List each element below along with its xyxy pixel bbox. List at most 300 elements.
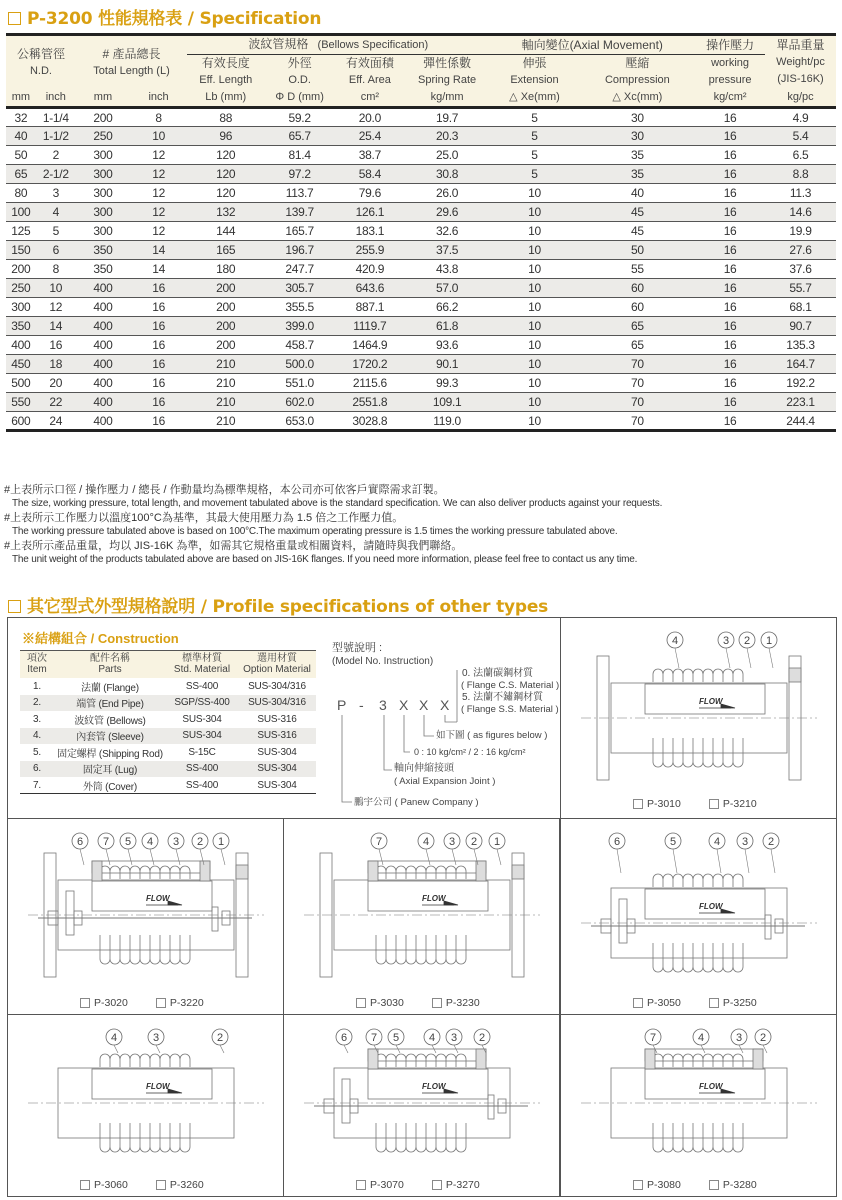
table-cell: 10	[528, 186, 541, 200]
table-cell: 223.1	[765, 393, 836, 412]
table-cell: 255.9	[335, 241, 405, 260]
table-cell: 16	[723, 148, 737, 162]
table-cell: 20.0	[358, 110, 381, 125]
table-cell: 8	[52, 262, 59, 276]
table-cell: 400	[76, 355, 130, 374]
table-cell: 5	[531, 110, 538, 125]
table-cell: 350	[93, 262, 113, 276]
table-cell: 196.7	[264, 241, 335, 260]
construction-cell: SUS-304	[257, 779, 297, 791]
table-cell: 66.2	[436, 300, 459, 314]
construction-cell: 3.	[33, 713, 41, 725]
table-cell: 120	[216, 148, 236, 162]
callout-number: 3	[152, 1032, 160, 1044]
table-cell: 65	[6, 165, 36, 184]
table-cell: 30.8	[405, 165, 490, 184]
model-label: P-3010	[647, 798, 681, 810]
callout-number: 3	[735, 1032, 743, 1044]
construction-row	[20, 777, 316, 794]
code-char: X	[440, 697, 450, 713]
table-cell: 40	[630, 186, 644, 200]
table-cell: 144	[216, 224, 236, 238]
construction-cell: SUS-316	[257, 713, 297, 725]
figures-note: 如下圖 ( as figures below )	[436, 730, 548, 741]
callout-number: 2	[743, 635, 751, 647]
table-cell: 350	[6, 317, 36, 336]
unit-cell: inch	[130, 89, 187, 108]
table-cell: 2	[52, 148, 59, 162]
model-checkbox-p-3260[interactable]	[156, 1179, 204, 1191]
callout-number: 2	[759, 1032, 767, 1044]
table-row	[6, 317, 836, 336]
table-cell: 19.9	[789, 224, 812, 238]
model-label: P-3020	[94, 997, 128, 1009]
table-cell: 24	[49, 413, 63, 428]
table-cell: 210	[216, 376, 236, 390]
table-cell: 20.3	[405, 127, 490, 146]
header-extension-en: Extension	[510, 74, 559, 86]
col-item: 項次 Item	[27, 653, 47, 675]
table-cell: 30	[630, 110, 644, 125]
table-cell: 96	[187, 127, 264, 146]
note-en: The working pressure tabulated above is based on 100°C.The maximum operating pressure is 1.5 times the working pressure tabulated above.	[12, 526, 618, 537]
callout-number: 2	[196, 836, 204, 848]
construction-title: ※結構組合 / Construction	[22, 631, 179, 646]
code-char: 3	[379, 697, 387, 713]
header-extension-cn: 伸張	[522, 56, 547, 70]
profile-section-title: 其它型式外型規格說明 / Profile specifications of other types	[8, 592, 548, 617]
table-cell: 10	[528, 224, 541, 238]
table-cell: 210	[216, 413, 236, 428]
expansion-joint-drawing	[284, 1015, 560, 1197]
table-cell: 400	[93, 300, 113, 314]
unit-cell: △ Xe(mm)	[489, 89, 579, 108]
checkbox-square-icon	[8, 600, 21, 613]
table-cell: 70	[630, 376, 644, 390]
table-cell: 45	[580, 203, 696, 222]
table-cell: 70	[580, 355, 696, 374]
construction-cell: 固定螺桿 (Shipping Rod)	[57, 748, 163, 760]
table-cell: 90.7	[765, 317, 836, 336]
table-cell: 135.3	[786, 338, 815, 352]
table-cell: 60	[580, 279, 696, 298]
table-cell: 16	[695, 279, 765, 298]
header-axial-movement: 軸向變位(Axial Movement)	[489, 35, 695, 55]
table-cell: 250	[76, 127, 130, 146]
table-cell: 500	[11, 376, 31, 390]
table-cell: 22	[36, 393, 76, 412]
table-cell: 120	[216, 186, 236, 200]
table-cell: 300	[93, 148, 113, 162]
model-checkbox-p-3250[interactable]	[709, 997, 757, 1009]
table-cell: 400	[93, 338, 113, 352]
model-label: P-3050	[647, 997, 681, 1009]
header-eff-area-en: Eff. Area	[348, 74, 391, 86]
table-row	[6, 165, 836, 184]
code-char: -	[359, 697, 364, 713]
construction-row	[20, 761, 316, 778]
table-cell: 58.4	[335, 165, 405, 184]
model-checkbox-p-3270[interactable]	[432, 1179, 480, 1191]
table-cell: 165.7	[285, 224, 314, 238]
table-cell: 25.4	[335, 127, 405, 146]
table-cell: 6.5	[792, 148, 809, 162]
model-options	[80, 997, 204, 1009]
table-cell: 60	[630, 300, 644, 314]
callout-number: 2	[767, 836, 775, 848]
table-cell: 10	[489, 203, 579, 222]
table-cell: 16	[695, 355, 765, 374]
table-cell: 653.0	[285, 413, 314, 428]
construction-cell: 端管 (End Pipe)	[54, 695, 166, 712]
type-panel-p3070	[284, 1015, 560, 1197]
table-cell: 400	[93, 376, 113, 390]
code-char: X	[399, 697, 409, 713]
callout-number: 2	[478, 1032, 486, 1044]
callout-number: 4	[110, 1032, 118, 1044]
callout-number: 3	[450, 1032, 458, 1044]
table-cell: 3028.8	[352, 413, 388, 428]
table-cell: 37.5	[405, 241, 490, 260]
table-cell: 14	[36, 317, 76, 336]
table-cell: 6	[36, 241, 76, 260]
checkbox-icon	[709, 1180, 719, 1190]
model-checkbox-p-3020[interactable]	[80, 997, 128, 1009]
construction-cell: SS-400	[185, 680, 219, 692]
table-cell: 120	[187, 165, 264, 184]
callout-number: 3	[172, 836, 180, 848]
type-panel-p3050	[560, 819, 837, 1015]
callout-number: 6	[340, 1032, 348, 1044]
callout-number: 4	[428, 1032, 436, 1044]
table-cell: 210	[187, 355, 264, 374]
table-cell: 88	[219, 110, 233, 125]
table-cell: 43.8	[436, 262, 459, 276]
table-cell: 200	[93, 110, 113, 125]
table-cell: 300	[93, 186, 113, 200]
notes	[4, 483, 838, 567]
table-cell: 16	[723, 413, 737, 428]
table-cell: 400	[76, 393, 130, 412]
checkbox-icon	[356, 1180, 366, 1190]
callout-number: 6	[613, 836, 621, 848]
table-cell: 4.9	[792, 110, 809, 125]
table-row	[6, 184, 836, 203]
table-cell: 210	[187, 393, 264, 412]
header-weight: 單品重量 Weight/pc (JIS-16K)	[776, 38, 825, 85]
model-label: P-3270	[445, 1179, 480, 1191]
construction-cell: SUS-304/316	[248, 680, 306, 692]
units-row	[6, 89, 836, 108]
table-cell: 300	[93, 224, 113, 238]
opt5-cn: 5. 法蘭不鏽鋼材質	[462, 692, 544, 703]
type-panel-p3010	[560, 617, 837, 819]
note-cn: #上表所示工作壓力以溫度100°C為基準，其最大使用壓力為 1.5 倍之工作壓力值。	[4, 512, 404, 524]
table-cell: 90.1	[405, 355, 490, 374]
construction-cell: 2.	[20, 695, 54, 712]
table-cell: 99.3	[436, 376, 459, 390]
checkbox-icon	[432, 1180, 442, 1190]
header-eff-area-cn: 有效面積	[345, 56, 394, 70]
construction-cell: 6.	[20, 761, 54, 778]
note-en: The unit weight of the products tabulated above are based on JIS-16K flanges. If you need more information, please feel free to contact us any time.	[12, 554, 638, 565]
checkbox-icon	[80, 1180, 90, 1190]
table-cell: 12	[152, 224, 165, 238]
model-checkbox-p-3010[interactable]	[633, 798, 681, 810]
table-cell: 10	[528, 262, 541, 276]
model-label: P-3280	[722, 1179, 757, 1191]
table-cell: 16	[152, 376, 165, 390]
lug	[66, 891, 74, 935]
table-cell: 16	[695, 203, 765, 222]
table-cell: 12	[152, 186, 165, 200]
unit-cell: kg/mm	[405, 89, 490, 108]
table-cell: 200	[187, 279, 264, 298]
model-label: P-3260	[169, 1179, 204, 1191]
table-cell: 300	[11, 300, 31, 314]
callout-number: 7	[375, 836, 383, 848]
unit-cell: cm²	[335, 89, 405, 108]
unit-cell: Φ D (mm)	[264, 89, 335, 108]
type-panel-p3080	[560, 1015, 837, 1197]
spec-table-body	[6, 108, 836, 431]
checkbox-square-icon	[8, 12, 21, 25]
construction-cell: SUS-304/316	[238, 695, 316, 712]
callout-number: 3	[741, 836, 749, 848]
model-checkbox-p-3230[interactable]	[432, 997, 480, 1009]
model-checkbox-p-3070[interactable]	[356, 1179, 404, 1191]
table-cell: 79.6	[358, 186, 381, 200]
model-checkbox-p-3080[interactable]	[633, 1179, 681, 1191]
table-row	[6, 108, 836, 127]
table-cell: 10	[528, 376, 541, 390]
table-cell: 400	[76, 317, 130, 336]
construction-cell: SS-400	[166, 761, 238, 778]
model-label: P-3030	[370, 997, 404, 1009]
header-compression-cn: 壓縮	[625, 56, 650, 70]
table-cell: 165	[187, 241, 264, 260]
callout-number: 3	[722, 635, 730, 647]
table-row	[6, 298, 836, 317]
header-eff-length-en: Eff. Length	[199, 74, 253, 86]
table-cell: 5	[52, 224, 59, 238]
table-row	[6, 203, 836, 222]
model-label: P-3070	[370, 1179, 404, 1191]
callout-number: 2	[470, 836, 478, 848]
table-cell: 16	[723, 110, 737, 125]
specification-table	[6, 33, 836, 432]
construction-cell: 7.	[33, 779, 41, 791]
table-cell: 10	[489, 241, 579, 260]
model-label: P-3250	[722, 997, 757, 1009]
opt5-en: ( Flange S.S. Material )	[461, 704, 559, 715]
table-cell: 887.1	[355, 300, 385, 314]
table-cell: 38.7	[358, 148, 381, 162]
table-cell: 50	[580, 241, 696, 260]
table-cell: 1720.2	[335, 355, 405, 374]
table-cell: 40	[6, 127, 36, 146]
construction-row	[20, 695, 316, 712]
table-row	[6, 336, 836, 355]
flow-label: FLOW	[699, 1082, 723, 1091]
checkbox-icon	[633, 799, 643, 809]
table-cell: 305.7	[264, 279, 335, 298]
table-cell: 12	[152, 148, 165, 162]
table-cell: 119.0	[433, 413, 461, 428]
table-cell: 59.2	[288, 110, 311, 125]
table-cell: 551.0	[285, 376, 314, 390]
table-cell: 19.7	[436, 110, 459, 125]
checkbox-icon	[633, 998, 643, 1008]
header-compression-en: Compression	[604, 74, 670, 86]
callout-number: 1	[493, 836, 501, 848]
checkbox-icon	[709, 998, 719, 1008]
table-cell: 16	[130, 355, 187, 374]
checkbox-icon	[356, 998, 366, 1008]
expansion-joint-drawing	[561, 1015, 837, 1197]
checkbox-icon	[156, 998, 166, 1008]
table-cell: 1464.9	[352, 338, 388, 352]
table-cell: 26.0	[436, 186, 459, 200]
note-cn: #上表所示產品重量，均以 JIS-16K 為準，如需其它規格重量或相關資料，請隨時與我們聯絡。	[4, 540, 463, 552]
table-cell: 16	[723, 186, 737, 200]
table-cell: 29.6	[405, 203, 490, 222]
table-cell: 126.1	[335, 203, 405, 222]
table-cell: 10	[130, 127, 187, 146]
callout-number: 4	[697, 1032, 705, 1044]
table-cell: 4	[36, 203, 76, 222]
model-checkbox-p-3050[interactable]	[633, 997, 681, 1009]
table-cell: 200	[216, 338, 236, 352]
checkbox-icon	[156, 1180, 166, 1190]
checkbox-icon	[432, 998, 442, 1008]
callout-number: 4	[422, 836, 430, 848]
table-cell: 32.6	[436, 224, 459, 238]
model-checkbox-p-3060[interactable]	[80, 1179, 128, 1191]
checkbox-icon	[80, 998, 90, 1008]
model-checkbox-p-3280[interactable]	[709, 1179, 757, 1191]
construction-cell: 波紋管 (Bellows)	[74, 715, 146, 727]
opt0-cn: 0. 法蘭碳鋼材質	[462, 668, 534, 679]
construction-cell: 內套管 (Sleeve)	[54, 728, 166, 745]
table-cell: 192.2	[786, 376, 815, 390]
table-cell: 355.5	[285, 300, 314, 314]
callout-number: 5	[669, 836, 677, 848]
header-spring-rate-cn: 彈性係數	[423, 56, 472, 70]
note-cn: #上表所示口徑 / 操作壓力 / 總長 / 作動量均為標準規格，本公司亦可依客戶實際需求訂製。	[4, 484, 445, 496]
unit-cell: kg/cm²	[695, 89, 765, 108]
model-label: P-3210	[722, 798, 757, 810]
construction-cell: 5.	[33, 746, 41, 758]
table-cell: 200	[216, 300, 236, 314]
table-cell: 113.7	[285, 186, 314, 200]
callout-number: 7	[649, 1032, 657, 1044]
header-pressure-en2: pressure	[708, 74, 752, 86]
table-cell: 5	[531, 148, 538, 162]
table-cell: 16	[723, 376, 737, 390]
table-cell: 125	[11, 224, 31, 238]
table-cell: 16	[130, 279, 187, 298]
callout-number: 1	[765, 635, 773, 647]
model-checkbox-p-3210[interactable]	[709, 798, 757, 810]
table-row	[6, 260, 836, 279]
table-cell: 399.0	[264, 317, 335, 336]
table-cell: 57.0	[405, 279, 490, 298]
expansion-joint-drawing	[8, 819, 284, 1015]
expansion-joint-drawing	[561, 618, 837, 820]
table-cell: 10	[528, 338, 541, 352]
table-cell: 10	[528, 300, 541, 314]
header-od-en: O.D.	[288, 74, 311, 86]
construction-cell: 法蘭 (Flange)	[81, 682, 139, 694]
table-cell: 80	[14, 186, 28, 200]
flow-label: FLOW	[146, 1082, 170, 1091]
construction-cell: 1.	[33, 680, 41, 692]
table-cell: 1-1/4	[42, 110, 69, 125]
construction-row	[20, 678, 316, 695]
table-cell: 16	[152, 413, 165, 428]
table-row	[6, 374, 836, 393]
lug	[619, 899, 627, 943]
table-cell: 16	[130, 393, 187, 412]
expansion-joint-drawing	[561, 819, 837, 1015]
header-eff-length-cn: 有效長度	[201, 56, 250, 70]
table-cell: 10	[489, 279, 579, 298]
header-nd: 公稱管徑 N.D.	[16, 46, 65, 77]
type-panel-p3020	[7, 819, 284, 1015]
unit-cell: kg/pc	[765, 89, 836, 108]
table-cell: 55.7	[765, 279, 836, 298]
model-checkbox-p-3220[interactable]	[156, 997, 204, 1009]
model-instruction	[324, 640, 560, 810]
col-parts: 配件名稱 Parts	[90, 653, 130, 675]
table-cell: 16	[723, 300, 737, 314]
table-cell: 3	[52, 186, 59, 200]
table-cell: 550	[6, 393, 36, 412]
flow-label: FLOW	[699, 902, 723, 911]
flow-label: FLOW	[422, 894, 446, 903]
table-cell: 16	[152, 300, 165, 314]
table-cell: 10	[489, 317, 579, 336]
table-cell: 16	[695, 127, 765, 146]
table-cell: 458.7	[285, 338, 314, 352]
table-row	[6, 412, 836, 431]
table-cell: 244.4	[786, 413, 815, 428]
table-cell: 16	[695, 165, 765, 184]
model-label: P-3080	[647, 1179, 681, 1191]
callout-number: 3	[448, 836, 456, 848]
table-cell: 200	[11, 262, 31, 276]
model-options	[356, 1179, 480, 1191]
table-row	[6, 393, 836, 412]
table-cell: 11.3	[789, 186, 812, 200]
construction-panel	[7, 617, 560, 819]
table-cell: 50	[14, 148, 28, 162]
model-label: P-3220	[169, 997, 204, 1009]
model-checkbox-p-3030[interactable]	[356, 997, 404, 1009]
table-cell: 25.0	[436, 148, 459, 162]
table-cell: 109.1	[405, 393, 490, 412]
table-cell: 164.7	[765, 355, 836, 374]
callout-number: 7	[370, 1032, 378, 1044]
table-cell: 35	[580, 165, 696, 184]
col-std-material: 標準材質 Std. Material	[173, 653, 231, 675]
flow-label: FLOW	[699, 697, 723, 706]
table-cell: 12	[130, 203, 187, 222]
callout-number: 2	[216, 1032, 224, 1044]
table-cell: 14.6	[765, 203, 836, 222]
code-char: P	[337, 697, 347, 713]
